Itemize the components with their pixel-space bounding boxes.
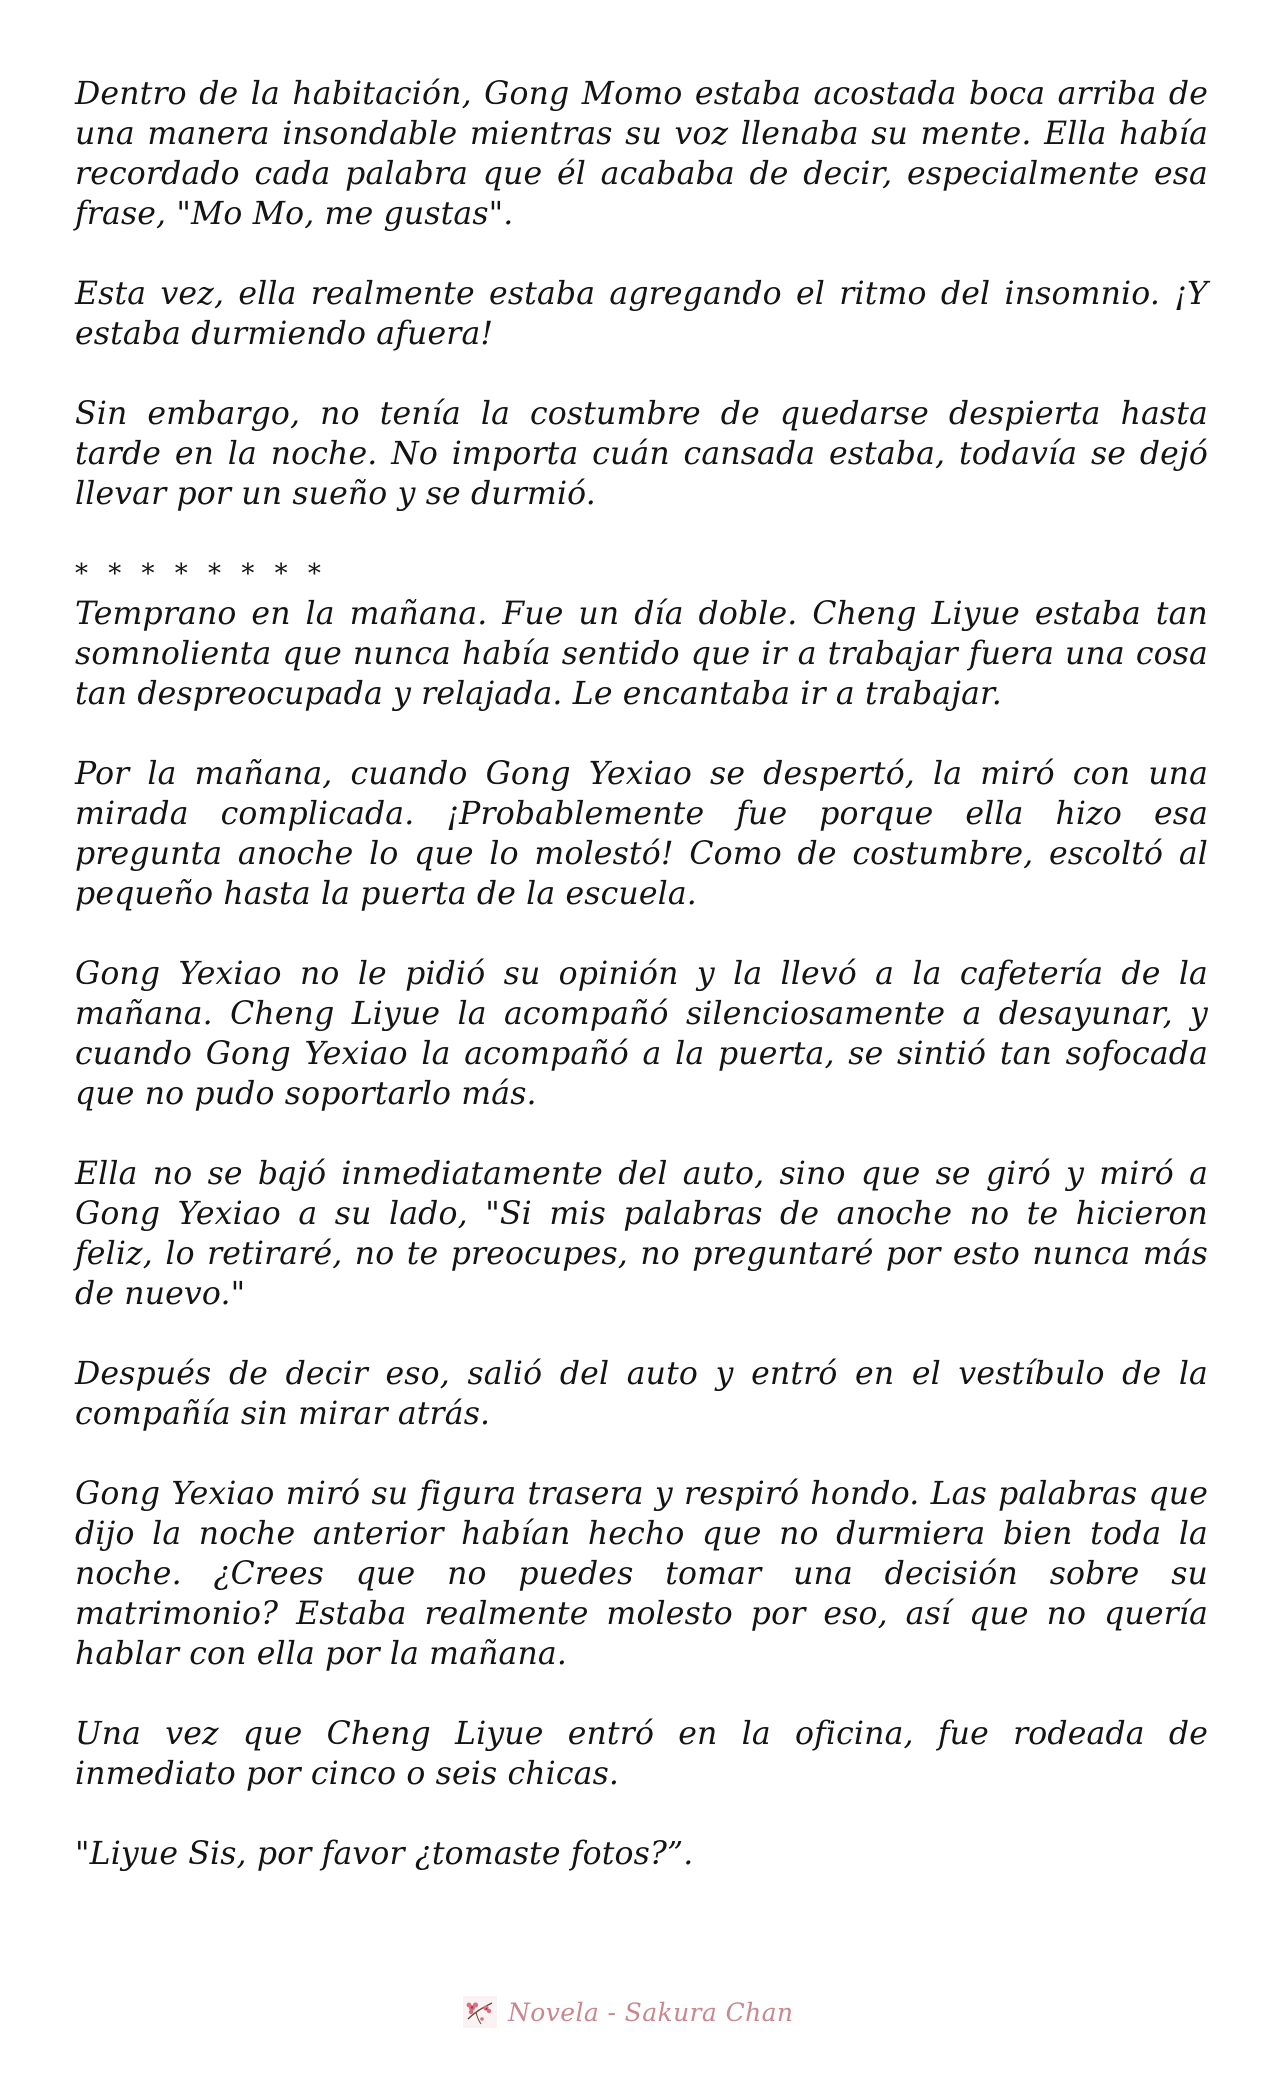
paragraph-3: Sin embargo, no tenía la costumbre de quedarse despierta hasta tarde en la noche. No importa cuán cansada estaba, todavía se dejó llevar por un sueño y se durmió. bbox=[75, 396, 1208, 512]
paragraph-7: Ella no se bajó inmediatamente del auto, sino que se giró y miró a Gong Yexiao a su lado, "Si mis palabras de anoche no te hicieron feliz, lo retiraré, no te preocupes, no preguntaré por esto nunca más de nuevo." bbox=[75, 1156, 1208, 1312]
paragraph-1: Dentro de la habitación, Gong Momo estaba acostada boca arriba de una manera insondable mientras su voz llenaba su mente. Ella había recordado cada palabra que él acababa de decir, especialmente esa frase, "Mo Mo, me gustas". bbox=[75, 76, 1208, 232]
paragraph-2: Esta vez, ella realmente estaba agregando el ritmo del insomnio. ¡Y estaba durmiendo afuera! bbox=[75, 276, 1208, 352]
paragraph-10: Una vez que Cheng Liyue entró en la oficina, fue rodeada de inmediato por cinco o seis chicas. bbox=[75, 1716, 1208, 1792]
scene-separator: * * * * * * * * bbox=[75, 559, 327, 589]
chapter-text bbox=[75, 74, 1208, 1914]
paragraph-4: Temprano en la mañana. Fue un día doble. Cheng Liyue estaba tan somnolienta que nunca había sentido que ir a trabajar fuera una cosa tan despreocupada y relajada. Le encantaba ir a trabajar. bbox=[75, 596, 1208, 712]
paragraph-9: Gong Yexiao miró su figura trasera y respiró hondo. Las palabras que dijo la noche anterior habían hecho que no durmiera bien toda la noche. ¿Crees que no puedes tomar una decisión sobre su matrimonio? Estaba realmente molesto por eso, así que no quería hablar con ella por la mañana. bbox=[75, 1476, 1208, 1672]
sakura-flower-icon bbox=[462, 1995, 498, 2029]
paragraph-spacer bbox=[75, 514, 1208, 554]
watermark-text: Novela - Sakura Chan bbox=[508, 1997, 794, 2027]
paragraph-6: Gong Yexiao no le pidió su opinión y la llevó a la cafetería de la mañana. Cheng Liyue la acompañó silenciosamente a desayunar, y cuando Gong Yexiao la acompañó a la puerta, se sintió tan sofocada que no pudo soportarlo más. bbox=[75, 956, 1208, 1112]
paragraph-8: Después de decir eso, salió del auto y entró en el vestíbulo de la compañía sin mirar atrás. bbox=[75, 1356, 1208, 1432]
paragraph-5: Por la mañana, cuando Gong Yexiao se despertó, la miró con una mirada complicada. ¡Probablemente fue porque ella hizo esa pregunta anoche lo que lo molestó! Como de costumbre, escoltó al pequeño hasta la puerta de la escuela. bbox=[75, 756, 1208, 912]
paragraph-11: "Liyue Sis, por favor ¿tomaste fotos?”. bbox=[75, 1836, 694, 1872]
watermark-footer bbox=[462, 1992, 793, 2032]
